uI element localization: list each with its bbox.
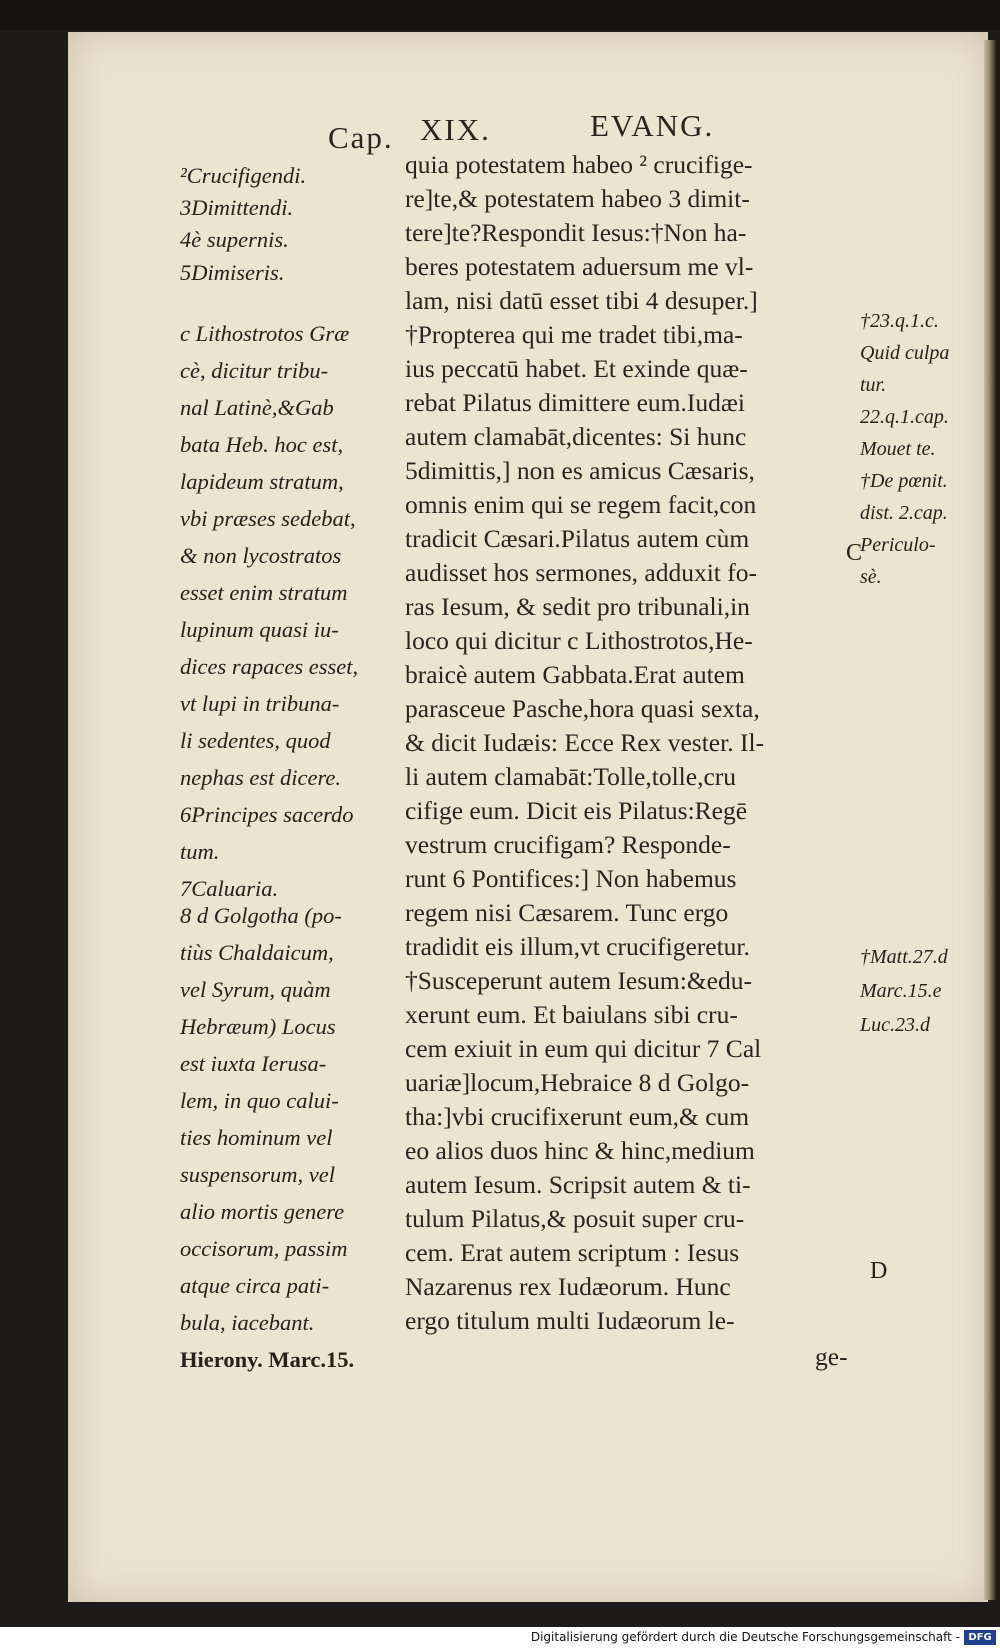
margin-note: li sedentes, quod xyxy=(180,728,331,753)
text-line: runt 6 Pontifices:] Non habemus xyxy=(405,864,737,893)
text-line: tha:]vbi crucifixerunt eum,& cum xyxy=(405,1102,750,1131)
margin-reference: sè. xyxy=(860,566,882,588)
text-line: ras Iesum, & sedit pro tribunali,in xyxy=(405,592,750,621)
margin-note: 8 d Golgotha (po- xyxy=(180,903,342,928)
text-line: vestrum crucifigam? Responde- xyxy=(405,830,731,859)
text-line: parasceue Pasche,hora quasi sexta, xyxy=(405,694,760,723)
margin-note: 5Dimiseris. xyxy=(180,260,285,285)
margin-note: 7Caluaria. xyxy=(180,876,279,901)
margin-note: cè, dicitur tribu- xyxy=(180,358,329,383)
header-running-title: EVANG. xyxy=(590,108,715,143)
text-line: beres potestatem aduersum me vl- xyxy=(405,252,754,281)
text-line: braicè autem Gabbata.Erat autem xyxy=(405,660,745,689)
text-line: tere]te?Respondit Iesus:†Non ha- xyxy=(405,218,747,247)
margin-reference: Marc.15.e xyxy=(860,980,942,1002)
margin-reference: Periculo- xyxy=(860,534,936,556)
digitization-footer xyxy=(0,1627,1000,1649)
margin-reference: Luc.23.d xyxy=(860,1014,930,1036)
footer-credit: Digitalisierung gefördert durch die Deutsche Forschungsgemeinschaft - xyxy=(530,1630,960,1644)
catchword: ge- xyxy=(815,1342,848,1371)
text-line: tulum Pilatus,& posuit super cru- xyxy=(405,1204,745,1233)
text-line: tradidit eis illum,vt crucifigeretur. xyxy=(405,932,750,961)
margin-reference: †De pœnit. xyxy=(860,470,948,492)
margin-note: bata Heb. hoc est, xyxy=(180,432,344,457)
margin-reference: †23.q.1.c. xyxy=(860,310,939,332)
text-line: & dicit Iudæis: Ecce Rex vester. Il- xyxy=(405,728,765,757)
margin-reference: Mouet te. xyxy=(860,438,936,460)
text-line: eo alios duos hinc & hinc,medium xyxy=(405,1136,755,1165)
text-line: cem exiuit in eum qui dicitur 7 Cal xyxy=(405,1034,762,1063)
margin-note: suspensorum, vel xyxy=(180,1162,335,1187)
text-line: †Propterea qui me tradet tibi,ma- xyxy=(405,320,743,349)
section-letter-d: D xyxy=(870,1258,888,1284)
margin-note: ties hominum vel xyxy=(180,1125,333,1150)
margin-note: atque circa pati- xyxy=(180,1273,330,1298)
margin-note: & non lycostratos xyxy=(180,543,342,568)
margin-reference: 22.q.1.cap. xyxy=(860,406,949,428)
margin-note: bula, iacebant. xyxy=(180,1310,315,1335)
margin-note: nephas est dicere. xyxy=(180,765,341,790)
text-line: ius peccatū habet. Et exinde quæ- xyxy=(405,354,748,383)
text-line: regem nisi Cæsarem. Tunc ergo xyxy=(405,898,729,927)
dfg-logo-icon: DFG xyxy=(964,1630,996,1645)
header-cap: Cap. xyxy=(328,120,394,155)
text-line: rebat Pilatus dimittere eum.Iudæi xyxy=(405,388,745,417)
margin-note: lupinum quasi iu- xyxy=(180,617,339,642)
section-letter-c: C xyxy=(846,540,863,566)
text-line: audisset hos sermones, adduxit fo- xyxy=(405,558,757,587)
margin-note: 3Dimittendi. xyxy=(180,195,294,220)
text-line: ergo titulum multi Iudæorum le- xyxy=(405,1306,735,1335)
text-line: †Susceperunt autem Iesum:&edu- xyxy=(405,966,752,995)
text-line: 5dimittis,] non es amicus Cæsaris, xyxy=(405,456,755,485)
text-line: autem clamabāt,dicentes: Si hunc xyxy=(405,422,747,451)
margin-note: lem, in quo calui- xyxy=(180,1088,339,1113)
margin-note: esset enim stratum xyxy=(180,580,348,605)
margin-reference: †Matt.27.d xyxy=(860,946,948,968)
text-line: quia potestatem habeo ² crucifige- xyxy=(405,150,753,179)
margin-note: tiùs Chaldaicum, xyxy=(180,940,334,965)
text-line: re]te,& potestatem habeo 3 dimit- xyxy=(405,184,750,213)
margin-reference: dist. 2.cap. xyxy=(860,502,948,524)
margin-note: vel Syrum, quàm xyxy=(180,977,331,1002)
margin-note: c Lithostrotos Græ xyxy=(180,321,350,346)
margin-note: alio mortis genere xyxy=(180,1199,345,1224)
margin-note: tum. xyxy=(180,839,220,864)
text-line: uariæ]locum,Hebraice 8 d Golgo- xyxy=(405,1068,750,1097)
margin-note: 4è supernis. xyxy=(180,227,289,252)
margin-note: 6Principes sacerdo xyxy=(180,802,354,827)
text-line: loco qui dicitur c Lithostrotos,He- xyxy=(405,626,753,655)
margin-note: occisorum, passim xyxy=(180,1236,348,1261)
margin-note: vbi præses sedebat, xyxy=(180,506,356,531)
margin-note: dices rapaces esset, xyxy=(180,654,359,679)
margin-reference: tur. xyxy=(860,374,887,396)
text-line: Nazarenus rex Iudæorum. Hunc xyxy=(405,1272,731,1301)
text-line: li autem clamabāt:Tolle,tolle,cru xyxy=(405,762,737,791)
text-line: tradicit Cæsari.Pilatus autem cùm xyxy=(405,524,750,553)
header-chapter-number: XIX. xyxy=(420,112,491,147)
text-line: omnis enim qui se regem facit,con xyxy=(405,490,757,519)
text-line: cem. Erat autem scriptum : Iesus xyxy=(405,1238,740,1267)
margin-note: vt lupi in tribuna- xyxy=(180,691,340,716)
margin-reference: Quid culpa xyxy=(860,342,950,364)
text-line: lam, nisi datū esset tibi 4 desuper.] xyxy=(405,286,758,315)
margin-note: nal Latinè,&Gab xyxy=(180,395,334,420)
page-edge xyxy=(984,40,996,1600)
margin-note: lapideum stratum, xyxy=(180,469,344,494)
margin-note: ²Crucifigendi. xyxy=(180,163,307,188)
scan-frame-top xyxy=(0,0,1000,30)
margin-note: Hebræum) Locus xyxy=(180,1014,336,1039)
margin-note: Hierony. Marc.15. xyxy=(180,1347,355,1372)
margin-note: est iuxta Ierusa- xyxy=(180,1051,327,1076)
text-line: cifige eum. Dicit eis Pilatus:Regē xyxy=(405,796,748,825)
text-line: autem Iesum. Scripsit autem & ti- xyxy=(405,1170,751,1199)
text-line: xerunt eum. Et baiulans sibi cru- xyxy=(405,1000,738,1029)
